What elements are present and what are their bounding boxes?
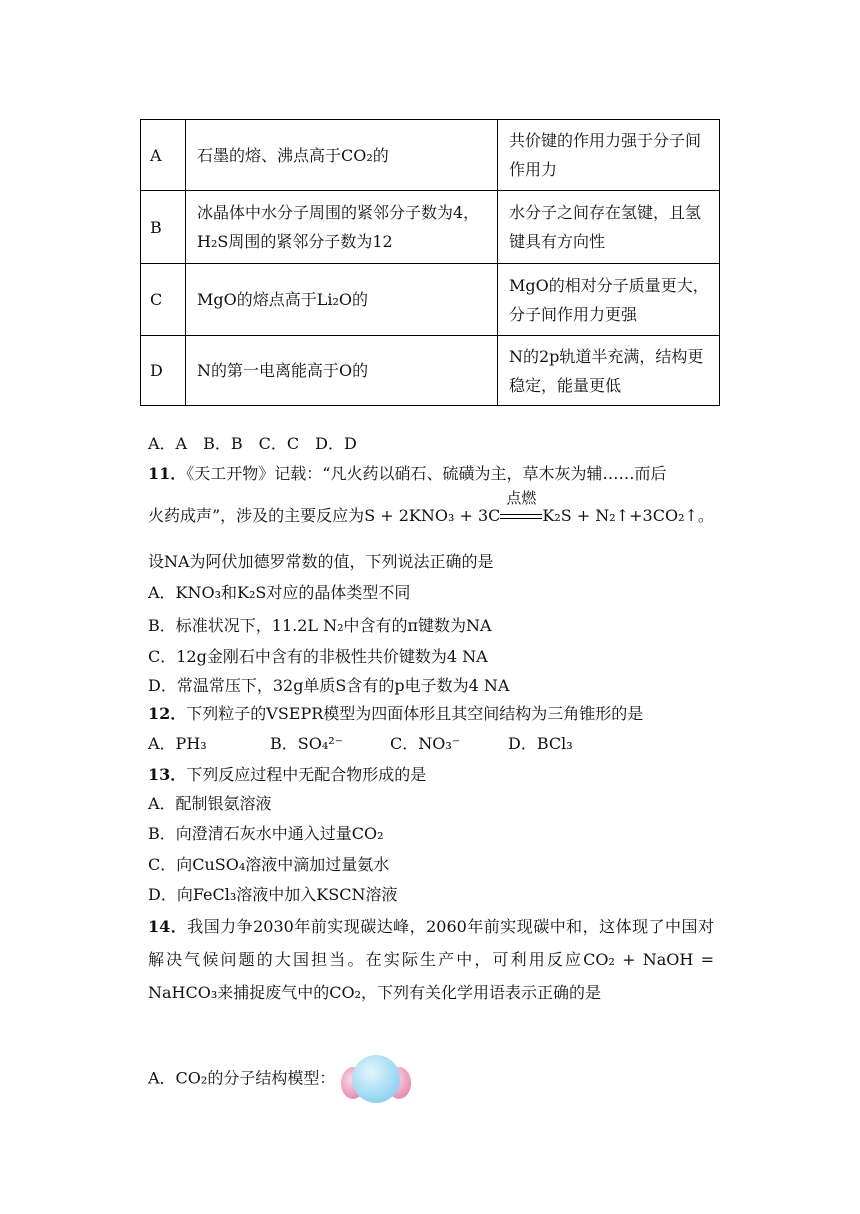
q12-stem xyxy=(148,703,643,725)
q10-options: A．A B．B C．C D．D xyxy=(148,434,357,453)
q13-option-d: D．向FeCl₃溶液中加入KSCN溶液 xyxy=(148,885,398,904)
q11-stem-a: 《天工开物》记载：“凡火药以硝石、硫磺为主，草木灰为辅……而后 xyxy=(186,464,667,483)
table-row xyxy=(141,264,720,336)
row-letter: C xyxy=(141,264,186,336)
q11-stem-line2 xyxy=(148,489,714,527)
table-row xyxy=(141,120,720,191)
q14-option-a xyxy=(148,1052,412,1106)
q11-option-c: C．12g金刚石中含有的非极性共价键数为4 NA xyxy=(148,647,488,666)
question-number: 12． xyxy=(148,704,187,723)
q12-option-d: D．BCl₃ xyxy=(508,734,573,753)
q11-option-d: D．常温常压下，32g单质S含有的p电子数为4 NA xyxy=(148,676,510,695)
row-letter: A xyxy=(141,120,186,191)
condition-label: 点燃 xyxy=(506,489,537,507)
q12-stem-text: 下列粒子的VSEPR模型为四面体形且其空间结构为三角锥形的是 xyxy=(186,704,644,723)
row-fact: MgO的熔点高于Li₂O的 xyxy=(186,264,498,336)
q11-stem-b: 火药成声”，涉及的主要反应为 xyxy=(148,506,365,525)
q12-option-c: C．NO₃⁻ xyxy=(390,734,461,753)
co2-molecule-model-icon xyxy=(340,1052,412,1106)
question-table xyxy=(140,119,720,406)
row-explanation: N的2p轨道半充满，结构更稳定，能量更低 xyxy=(498,336,720,406)
q13-option-a: A．配制银氨溶液 xyxy=(148,794,272,813)
q14-stem-text: 我国力争2030年前实现碳达峰，2060年前实现碳中和，这体现了中国对解决气候问题的大国担当。在实际生产中，可利用反应CO₂ + NaOH = NaHCO₃来捕捉废气中的CO₂，下列有关化学用语表示正确的是 xyxy=(148,917,714,1002)
question-number: 11． xyxy=(148,464,187,483)
q12-options xyxy=(148,733,573,755)
q11-option-a: A．KNO₃和K₂S对应的晶体类型不同 xyxy=(148,583,411,602)
q11-stem-line3: 设NA为阿伏加德罗常数的值，下列说法正确的是 xyxy=(148,552,494,571)
row-explanation: 共价键的作用力强于分子间作用力 xyxy=(498,120,720,191)
q14-stem xyxy=(148,910,714,1009)
q14-option-a-text: A．CO₂的分子结构模型： xyxy=(148,1068,336,1088)
question-number: 13． xyxy=(148,765,187,784)
row-fact: 冰晶体中水分子周围的紧邻分子数为4，H₂S周围的紧邻分子数为12 xyxy=(186,191,498,264)
row-letter: D xyxy=(141,336,186,406)
q11-stem-line1 xyxy=(148,463,666,485)
row-fact: N的第一电离能高于O的 xyxy=(186,336,498,406)
q13-option-b: B．向澄清石灰水中通入过量CO₂ xyxy=(148,824,384,843)
q12-option-b: B．SO₄²⁻ xyxy=(270,734,344,753)
row-letter: B xyxy=(141,191,186,264)
q12-option-a: A．PH₃ xyxy=(148,734,207,753)
row-fact: 石墨的熔、沸点高于CO₂的 xyxy=(186,120,498,191)
equation-left: S + 2KNO₃ + 3C xyxy=(364,506,501,525)
table-row xyxy=(141,191,720,264)
q13-option-c: C．向CuSO₄溶液中滴加过量氨水 xyxy=(148,855,390,874)
q11-option-b: B．标准状况下，11.2L N₂中含有的π键数为NA xyxy=(148,616,492,635)
table-row xyxy=(141,336,720,406)
question-number: 14． xyxy=(148,917,188,936)
reaction-condition xyxy=(500,489,542,527)
equation-right: K₂S + N₂↑+3CO₂↑。 xyxy=(542,506,714,525)
q13-stem xyxy=(148,764,426,786)
row-explanation: 水分子之间存在氢键，且氢键具有方向性 xyxy=(498,191,720,264)
row-explanation: MgO的相对分子质量更大，分子间作用力更强 xyxy=(498,264,720,336)
q13-stem-text: 下列反应过程中无配合物形成的是 xyxy=(186,765,427,784)
